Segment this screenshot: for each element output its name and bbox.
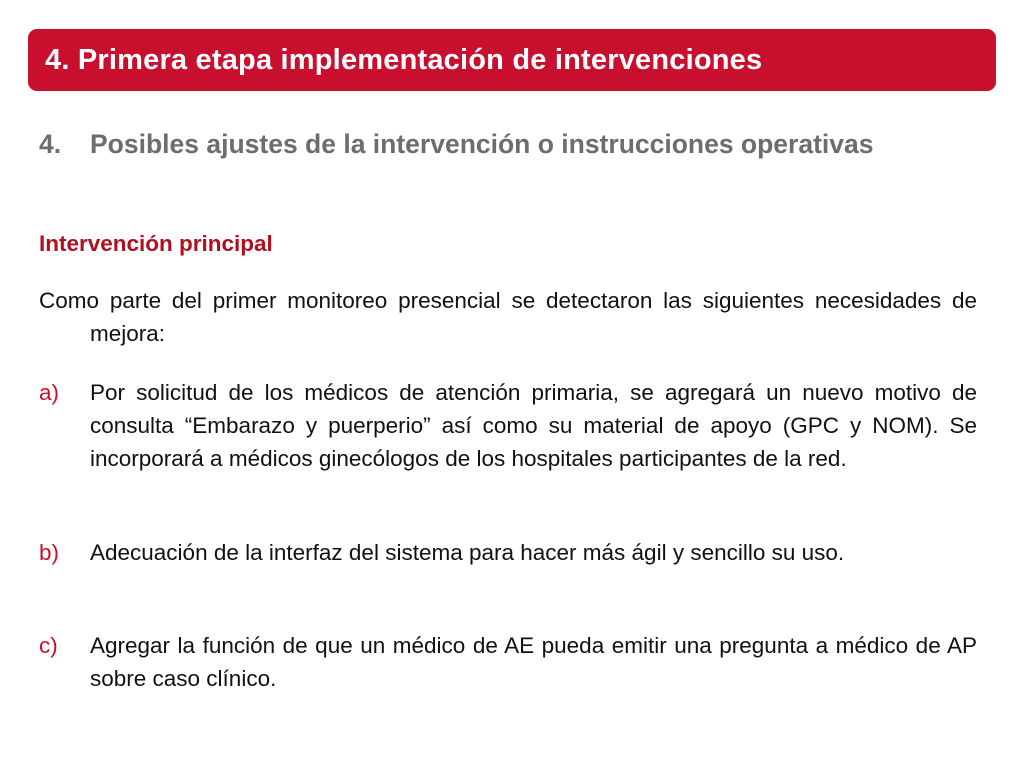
list-text-c: Agregar la función de que un médico de AE pueda emitir una pregunta a médico de AP sobre caso clínico.: [90, 633, 977, 691]
section-label: Intervención principal: [39, 231, 273, 256]
subheading: [39, 126, 939, 162]
list-item-b: [39, 536, 977, 569]
subheading-text: Posibles ajustes de la intervención o instrucciones operativas: [90, 129, 874, 159]
list-marker-b: b): [39, 540, 60, 565]
intro-paragraph: [39, 284, 977, 350]
list-item-a: [39, 376, 977, 475]
intro-text: Como parte del primer monitoreo presencial se detectaron las siguientes necesidades de mejora:: [39, 288, 977, 346]
list-marker-c: c): [39, 633, 58, 658]
subheading-number: 4.: [39, 129, 62, 159]
list-text-b: Adecuación de la interfaz del sistema para hacer más ágil y sencillo su uso.: [90, 540, 845, 565]
slide-title: 4. Primera etapa implementación de intervenciones: [45, 43, 763, 76]
list-text-a: Por solicitud de los médicos de atención primaria, se agregará un nuevo motivo de consulta “Embarazo y puerperio” así como su material de apoyo (GPC y NOM). Se incorporará a médicos ginecólogos de los hospitales participantes de la red.: [90, 380, 977, 471]
title-banner: [28, 29, 996, 91]
list-item-c: [39, 629, 977, 695]
list-marker-a: a): [39, 380, 60, 405]
